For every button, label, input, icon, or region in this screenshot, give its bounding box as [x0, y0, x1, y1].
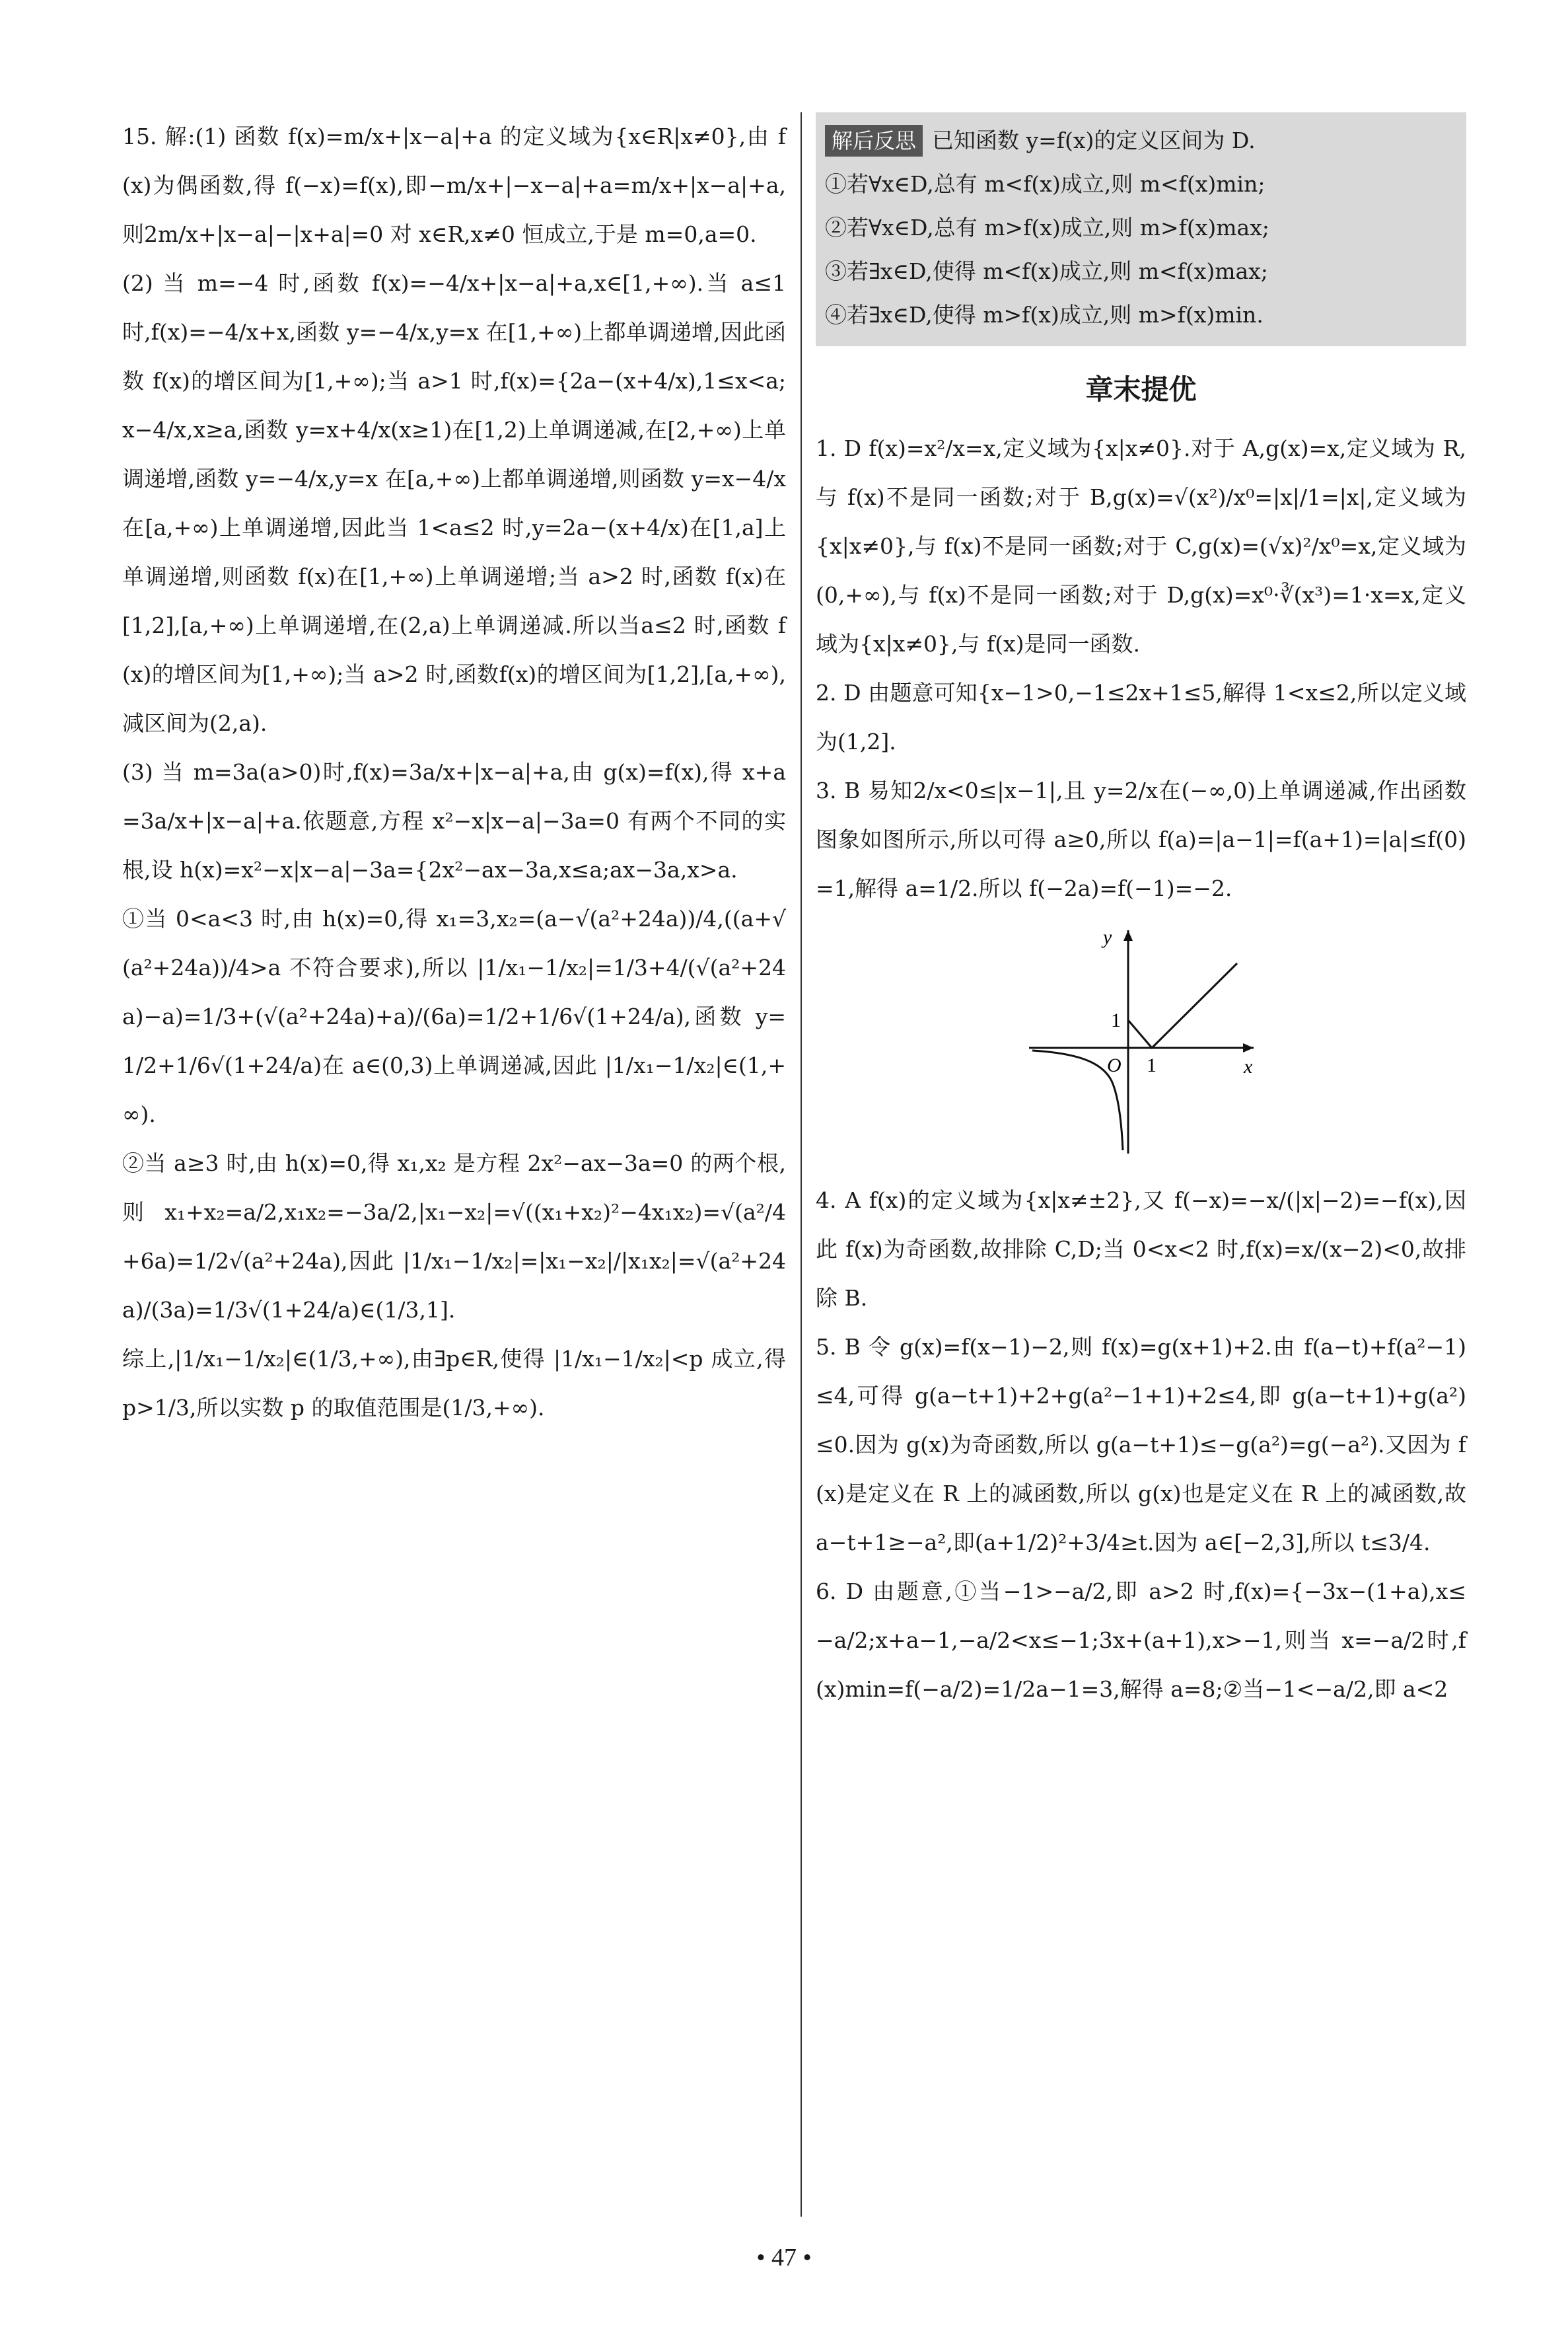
- answer-2: 2. D 由题意可知{x−1>0,−1≤2x+1≤5,解得 1<x≤2,所以定义域为(1,2].: [816, 680, 1466, 755]
- origin-label: O: [1106, 1054, 1122, 1076]
- right-column: [816, 112, 1466, 1714]
- function-graph: [1022, 922, 1260, 1160]
- reflection-line-2: ②若∀x∈D,总有 m>f(x)成立,则 m>f(x)max;: [825, 215, 1269, 240]
- column-divider: [801, 112, 802, 2217]
- reflection-tag: 解后反思: [825, 125, 923, 157]
- answer-4: 4. A f(x)的定义域为{x|x≠±2},又 f(−x)=−x/(|x|−2)=−f(x),因此 f(x)为奇函数,故排除 C,D;当 0<x<2 时,f(x)=x/(x−2)<0,故排除 B.: [816, 1187, 1466, 1311]
- reflection-line-1: ①若∀x∈D,总有 m<f(x)成立,则 m<f(x)min;: [825, 171, 1265, 197]
- solution-15-case1: ①当 0<a<3 时,由 h(x)=0,得 x₁=3,x₂=(a−√(a²+24a))/4,((a+√(a²+24a))/4>a 不符合要求),所以 |1/x₁−1/x₂|=1/3+4/(√(a²+24a)−a)=1/3+(√(a²+24a)+a)/(6a)=1/2+1/6√(1+24/a),函数 y=1/2+1/6√(1+24/a)在 a∈(0,3)上单调递减,因此 |1/x₁−1/x₂|∈(1,+∞).: [122, 906, 786, 1127]
- section-title: 章末提优: [1085, 373, 1197, 406]
- solution-15-part3: (3) 当 m=3a(a>0)时,f(x)=3a/x+|x−a|+a,由 g(x)=f(x),得 x+a=3a/x+|x−a|+a.依题意,方程 x²−x|x−a|−3a=0 有两个不同的实根,设 h(x)=x²−x|x−a|−3a={2x²−ax−3a,x≤a;ax−3a,x>a.: [122, 759, 786, 883]
- reflection-line-3: ③若∃x∈D,使得 m<f(x)成立,则 m<f(x)max;: [825, 258, 1268, 284]
- reflection-box: [816, 112, 1466, 346]
- x-tick-label: 1: [1146, 1054, 1157, 1076]
- answer-3: 3. B 易知2/x<0≤|x−1|,且 y=2/x在(−∞,0)上单调递减,作出函数图象如图所示,所以可得 a≥0,所以 f(a)=|a−1|=f(a+1)=|a|≤f(0)=1,解得 a=1/2.所以 f(−2a)=f(−1)=−2.: [816, 778, 1466, 901]
- solution-15-conclusion: 综上,|1/x₁−1/x₂|∈(1/3,+∞),由∃p∈R,使得 |1/x₁−1/x₂|<p 成立,得 p>1/3,所以实数 p 的取值范围是(1/3,+∞).: [122, 1346, 786, 1421]
- reflection-line: [825, 119, 1453, 163]
- reflection-line-4: ④若∃x∈D,使得 m>f(x)成立,则 m>f(x)min.: [825, 302, 1264, 328]
- solution-15-case2: ②当 a≥3 时,由 h(x)=0,得 x₁,x₂ 是方程 2x²−ax−3a=0 的两个根,则 x₁+x₂=a/2,x₁x₂=−3a/2,|x₁−x₂|=√((x₁+x₂)²−4x₁x₂)=√(a²/4+6a)=1/2√(a²+24a),因此 |1/x₁−1/x₂|=|x₁−x₂|/|x₁x₂|=√(a²+24a)/(3a)=1/3√(1+24/a)∈(1/3,1].: [122, 1150, 786, 1323]
- reflection-line-0: 已知函数 y=f(x)的定义区间为 D.: [932, 128, 1256, 153]
- solution-15-part2: (2) 当 m=−4 时,函数 f(x)=−4/x+|x−a|+a,x∈[1,+∞).当 a≤1 时,f(x)=−4/x+x,函数 y=−4/x,y=x 在[1,+∞)上都单调递增,因此函数 f(x)的增区间为[1,+∞);当 a>1 时,f(x)={2a−(x+4/x),1≤x<a;x−4/x,x≥a,函数 y=x+4/x(x≥1)在[1,2)上单调递减,在[2,+∞)上单调递增,函数 y=−4/x,y=x 在[a,+∞)上都单调递增,则函数 y=x−4/x 在[a,+∞)上单调递增,因此当 1<a≤2 时,y=2a−(x+4/x)在[1,a]上单调递增,则函数 f(x)在[1,+∞)上单调递增;当 a>2 时,函数 f(x)在[1,2],[a,+∞)上单调递增,在(2,a)上单调递减.所以当a≤2 时,函数 f(x)的增区间为[1,+∞);当 a>2 时,函数f(x)的增区间为[1,2],[a,+∞),减区间为(2,a).: [122, 270, 786, 736]
- answer-6: 6. D 由题意,①当−1>−a/2,即 a>2 时,f(x)={−3x−(1+a),x≤−a/2;x+a−1,−a/2<x≤−1;3x+(a+1),x>−1,则当 x=−a/2时,f(x)min=f(−a/2)=1/2a−1=3,解得 a=8;②当−1<−a/2,即 a<2: [816, 1578, 1466, 1702]
- y-axis-label: y: [1102, 926, 1112, 948]
- solution-15-part1: 15. 解:(1) 函数 f(x)=m/x+|x−a|+a 的定义域为{x∈R|x≠0},由 f(x)为偶函数,得 f(−x)=f(x),即−m/x+|−x−a|+a=m/x+|x−a|+a,则2m/x+|x−a|−|x+a|=0 对 x∈R,x≠0 恒成立,于是 m=0,a=0.: [122, 124, 786, 247]
- left-column: [122, 112, 786, 1432]
- answer-1: 1. D f(x)=x²/x=x,定义域为{x|x≠0}.对于 A,g(x)=x,定义域为 R,与 f(x)不是同一函数;对于 B,g(x)=√(x²)/x⁰=|x|/1=|x|,定义域为{x|x≠0},与 f(x)不是同一函数;对于 C,g(x)=(√x)²/x⁰=x,定义域为(0,+∞),与 f(x)不是同一函数;对于 D,g(x)=x⁰·∛(x³)=1·x=x,定义域为{x|x≠0},与 f(x)是同一函数.: [816, 435, 1466, 657]
- page-number: • 47 •: [756, 2244, 812, 2271]
- answer-5: 5. B 令 g(x)=f(x−1)−2,则 f(x)=g(x+1)+2.由 f(a−t)+f(a²−1)≤4,可得 g(a−t+1)+2+g(a²−1+1)+2≤4,即 g(a−t+1)+g(a²)≤0.因为 g(x)为奇函数,所以 g(a−t+1)≤−g(a²)=g(−a²).又因为 f(x)是定义在 R 上的减函数,所以 g(x)也是定义在 R 上的减函数,故 a−t+1≥−a²,即(a+1/2)²+3/4≥t.因为 a∈[−2,3],所以 t≤3/4.: [816, 1334, 1466, 1555]
- y-tick-label: 1: [1110, 1010, 1121, 1031]
- x-axis-label: x: [1243, 1056, 1252, 1078]
